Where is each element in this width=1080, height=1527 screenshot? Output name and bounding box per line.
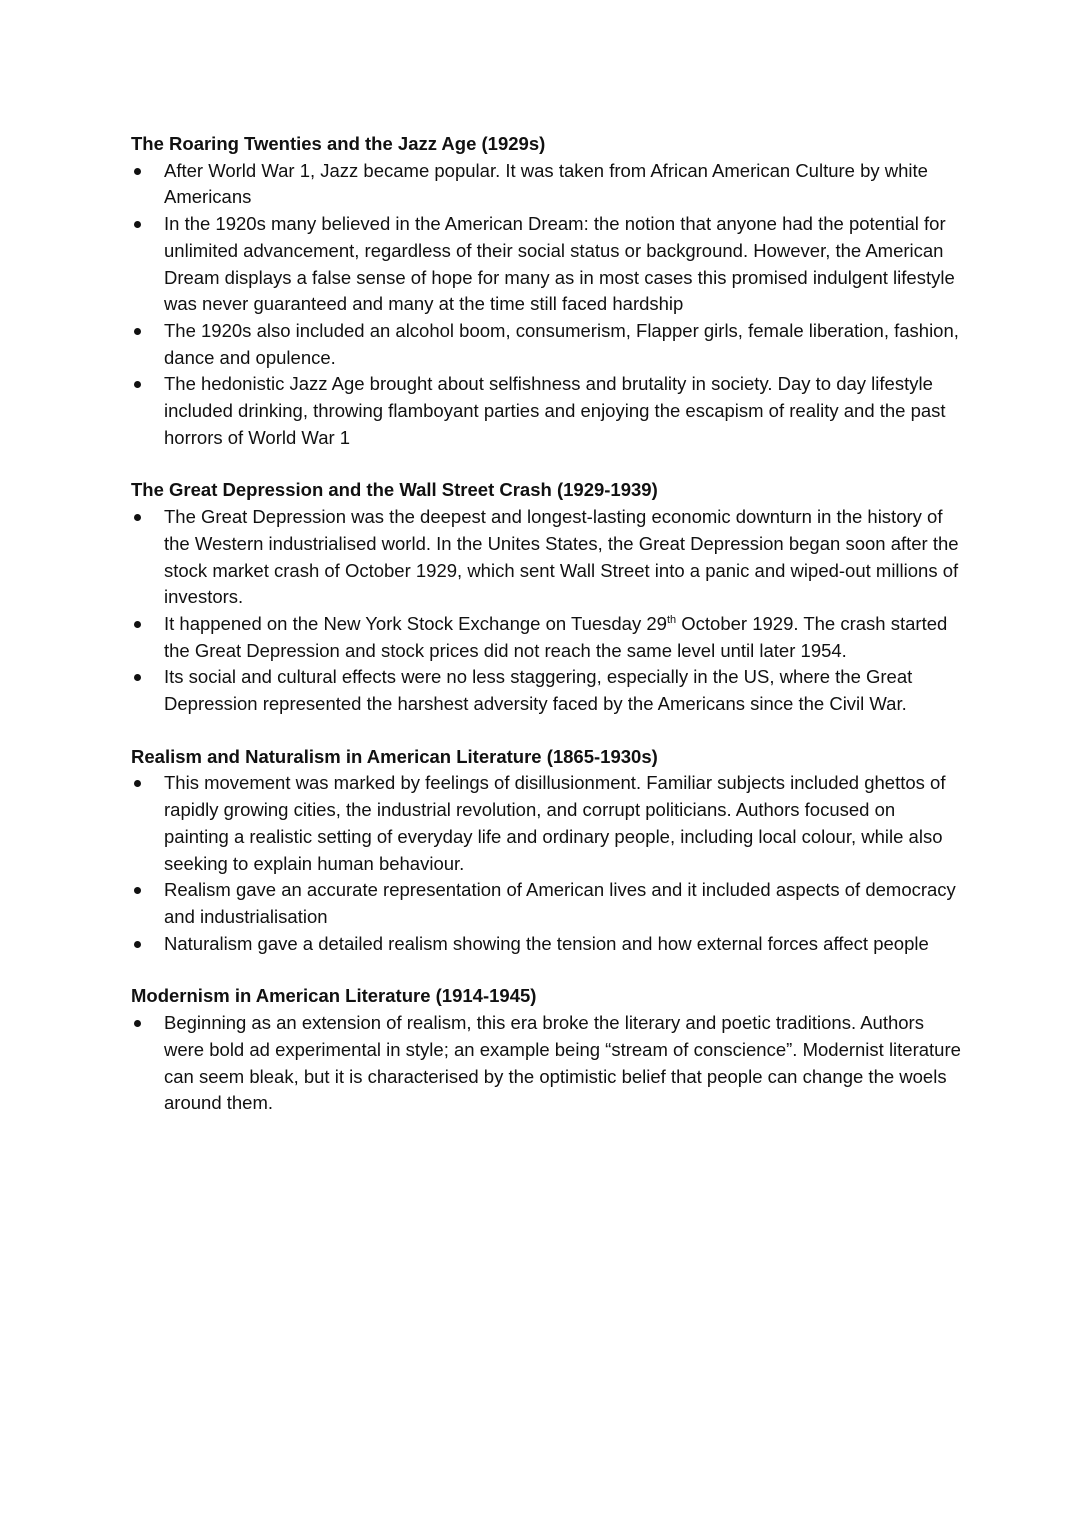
- bullet-item: Naturalism gave a detailed realism showing the tension and how external forces affect people: [131, 931, 961, 958]
- section-realism-naturalism: [131, 744, 961, 958]
- ordinal-suffix: th: [666, 613, 677, 626]
- bullet-item: Its social and cultural effects were no less staggering, especially in the US, where the Great Depression represented the harshest adversity faced by the Americans since the Civil War.: [131, 664, 961, 717]
- bullet-list: [131, 770, 961, 957]
- bullet-item: This movement was marked by feelings of disillusionment. Familiar subjects included ghettos of rapidly growing cities, the industrial revolution, and corrupt politicians. Authors focused on painting a realistic setting of everyday life and ordinary people, including local colour, while also seeking to explain human behaviour.: [131, 770, 961, 877]
- bullet-item: The Great Depression was the deepest and longest-lasting economic downturn in the history of the Western industrialised world. In the Unites States, the Great Depression began soon after the stock market crash of October 1929, which sent Wall Street into a panic and wiped-out millions of investors.: [131, 504, 961, 611]
- section-heading: Realism and Naturalism in American Literature (1865-1930s): [131, 745, 658, 767]
- section-heading: Modernism in American Literature (1914-1945): [131, 985, 537, 1007]
- section-modernism: [131, 983, 961, 1117]
- bullet-item: The hedonistic Jazz Age brought about selfishness and brutality in society. Day to day lifestyle included drinking, throwing flamboyant parties and enjoying the escapism of reality and the past horrors of World War 1: [131, 371, 961, 451]
- bullet-item: The 1920s also included an alcohol boom, consumerism, Flapper girls, female liberation, fashion, dance and opulence.: [131, 318, 961, 371]
- bullet-text-part: It happened on the New York Stock Exchange on Tuesday 29: [164, 612, 667, 634]
- bullet-item: Realism gave an accurate representation of American lives and it included aspects of democracy and industrialisation: [131, 877, 961, 930]
- section-heading: The Great Depression and the Wall Street Crash (1929-1939): [131, 479, 658, 501]
- section-roaring-twenties: [131, 131, 961, 451]
- section-heading: The Roaring Twenties and the Jazz Age (1929s): [131, 133, 546, 154]
- bullet-item: Beginning as an extension of realism, this era broke the literary and poetic traditions. Authors were bold ad experimental in style; an example being “stream of conscience”. Modernist literature can seem bleak, but it is characterised by the optimistic belief that people can change the woels around them.: [131, 1010, 961, 1117]
- bullet-item: In the 1920s many believed in the American Dream: the notion that anyone had the potential for unlimited advancement, regardless of their social status or background. However, the American Dream displays a false sense of hope for many as in most cases this promised indulgent lifestyle was never guaranteed and many at the time still faced hardship: [131, 211, 961, 318]
- bullet-item: After World War 1, Jazz became popular. It was taken from African American Culture by white Americans: [131, 158, 961, 211]
- bullet-list: [131, 1010, 961, 1117]
- bullet-list: [131, 158, 961, 452]
- bullet-list: [131, 504, 961, 718]
- bullet-item: [131, 611, 961, 664]
- section-great-depression: [131, 477, 961, 717]
- document-page: [131, 131, 961, 1143]
- bullet-text-part: October 1929. The crash started the Great Depression and stock prices did not reach the same level until later 1954.: [164, 612, 948, 661]
